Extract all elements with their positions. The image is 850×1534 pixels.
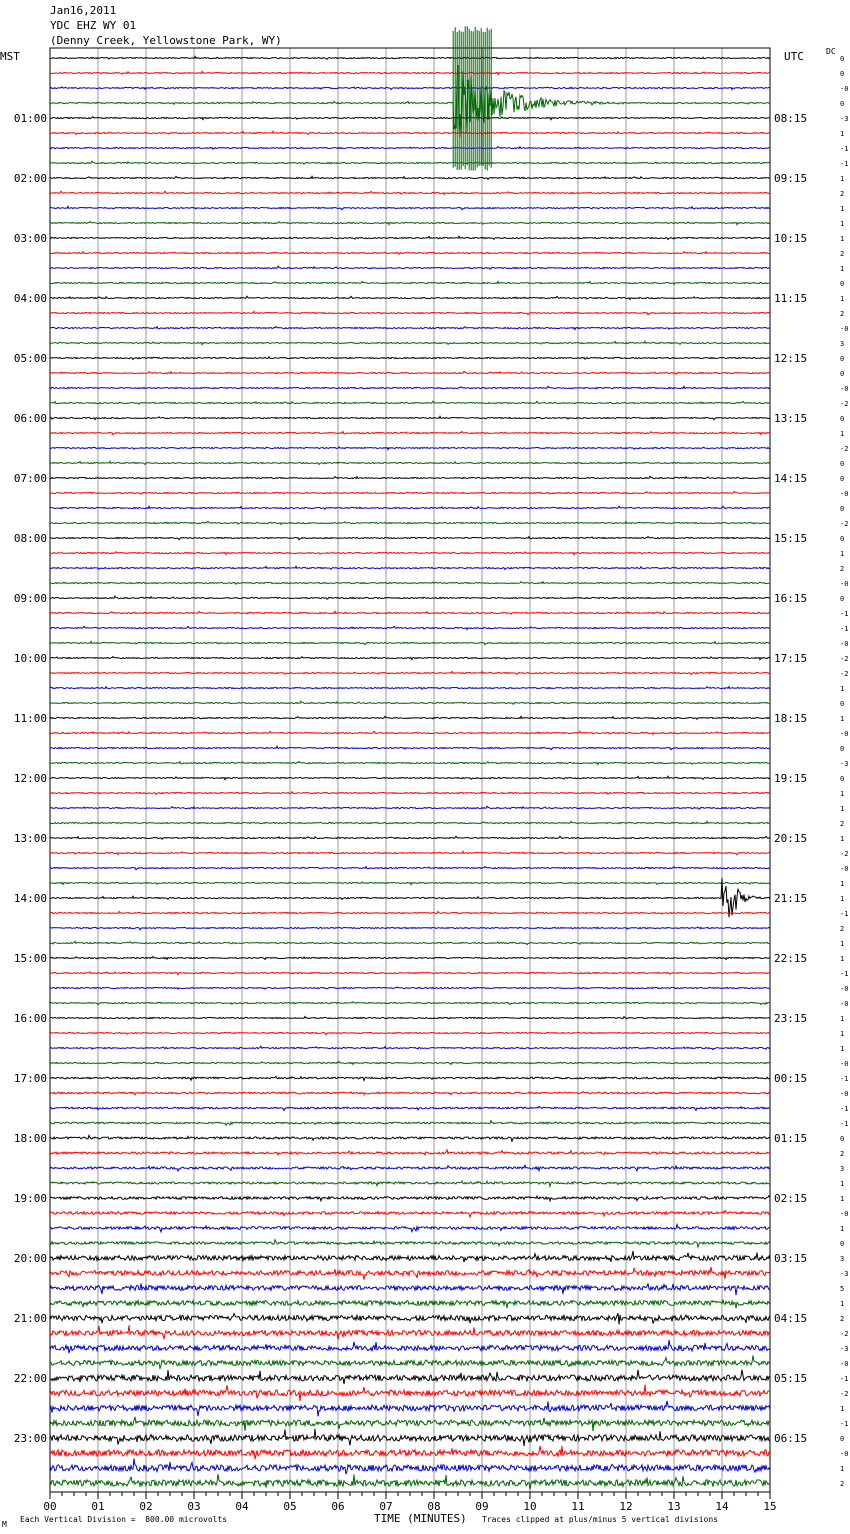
- dc-offset-label: -3: [840, 115, 849, 123]
- utc-hour-label: 19:15: [774, 772, 808, 785]
- dc-offset-label: -1: [840, 1075, 849, 1083]
- trace-row-10: [50, 206, 770, 209]
- dc-offset-label: -3: [840, 1345, 849, 1353]
- x-tick-label: 04: [235, 1500, 249, 1513]
- trace-row-60: [50, 957, 770, 960]
- trace-row-16: [50, 296, 770, 299]
- utc-hour-label: 16:15: [774, 592, 808, 605]
- trace-row-84: [50, 1313, 770, 1324]
- dc-offset-label: 1: [840, 550, 845, 558]
- dc-offset-label: -1: [840, 1120, 849, 1128]
- trace-row-19: [50, 341, 770, 345]
- mst-hour-label: 08:00: [13, 532, 47, 545]
- x-tick-label: 12: [619, 1500, 633, 1513]
- dc-offset-label: -1: [840, 160, 849, 168]
- clip-note: Traces clipped at plus/minus 5 vertical divisions: [482, 1515, 719, 1524]
- dc-offset-label: -3: [840, 760, 849, 768]
- dc-offset-label: -0: [840, 1000, 849, 1008]
- dc-offset-label: 0: [840, 355, 845, 363]
- dc-offset-label: 2: [840, 1315, 845, 1323]
- trace-row-11: [50, 222, 770, 225]
- dc-offset-label: -2: [840, 1330, 849, 1338]
- utc-hour-label: 00:15: [774, 1072, 808, 1085]
- trace-row-12: [50, 236, 770, 239]
- dc-offset-label: 1: [840, 130, 845, 138]
- utc-hour-label: 10:15: [774, 232, 808, 245]
- trace-row-6: [50, 147, 770, 150]
- utc-hour-label: 08:15: [774, 112, 808, 125]
- dc-offset-label: 0: [840, 70, 845, 78]
- dc-offset-label: -0: [840, 640, 849, 648]
- trace-row-52: [50, 836, 770, 839]
- mst-hour-label: 21:00: [13, 1312, 47, 1325]
- trace-row-32: [50, 537, 770, 540]
- dc-offset-label: 1: [840, 715, 845, 723]
- trace-row-87: [50, 1355, 770, 1368]
- x-tick-label: 07: [379, 1500, 393, 1513]
- dc-offset-label: 2: [840, 250, 845, 258]
- mst-hour-label: 20:00: [13, 1252, 47, 1265]
- trace-row-13: [50, 252, 770, 255]
- dc-offset-label: 2: [840, 565, 845, 573]
- dc-offset-label: 1: [840, 1300, 845, 1308]
- dc-offset-label: 0: [840, 1435, 845, 1443]
- trace-row-70: [50, 1106, 770, 1110]
- trace-row-80: [50, 1251, 770, 1262]
- dc-offset-label: 2: [840, 190, 845, 198]
- dc-offset-label: -2: [840, 655, 849, 663]
- utc-hour-label: 12:15: [774, 352, 808, 365]
- trace-row-38: [50, 626, 770, 629]
- dc-offset-label: -0: [840, 730, 849, 738]
- dc-offset-label: -0: [840, 985, 849, 993]
- dc-offset-label: 1: [840, 835, 845, 843]
- mst-zone-label: MST: [0, 50, 20, 63]
- trace-row-28: [50, 476, 770, 479]
- trace-row-18: [50, 327, 770, 330]
- mst-hour-label: 14:00: [13, 892, 47, 905]
- dc-offset-label: 1: [840, 220, 845, 228]
- dc-offset-label: 3: [840, 1165, 845, 1173]
- dc-offset-label: -0: [840, 1450, 849, 1458]
- mst-hour-label: 13:00: [13, 832, 47, 845]
- trace-row-72: [50, 1135, 770, 1141]
- utc-hour-label: 06:15: [774, 1432, 808, 1445]
- trace-row-25: [50, 432, 770, 435]
- trace-row-67: [50, 1062, 770, 1065]
- trace-row-22: [50, 386, 770, 389]
- trace-row-29: [50, 491, 770, 494]
- dc-offset-label: 0: [840, 415, 845, 423]
- trace-row-33: [50, 552, 770, 555]
- trace-row-89: [50, 1385, 770, 1401]
- trace-row-61: [50, 972, 770, 975]
- utc-hour-label: 01:15: [774, 1132, 808, 1145]
- utc-hour-label: 09:15: [774, 172, 808, 185]
- trace-row-54: [50, 867, 770, 870]
- dc-offset-label: 0: [840, 55, 845, 63]
- utc-hour-label: 02:15: [774, 1192, 808, 1205]
- trace-row-9: [50, 191, 770, 194]
- trace-row-20: [50, 357, 770, 360]
- trace-row-57: [50, 911, 770, 914]
- mst-hour-label: 19:00: [13, 1192, 47, 1205]
- utc-hour-label: 05:15: [774, 1372, 808, 1385]
- utc-hour-label: 11:15: [774, 292, 808, 305]
- x-tick-label: 15: [763, 1500, 777, 1513]
- dc-offset-label: 1: [840, 685, 845, 693]
- dc-offset-label: 0: [840, 700, 845, 708]
- dc-offset-label: -1: [840, 625, 849, 633]
- dc-offset-label: -1: [840, 145, 849, 153]
- dc-offset-label: -0: [840, 1060, 849, 1068]
- dc-offset-label: -2: [840, 670, 849, 678]
- dc-offset-label: 1: [840, 895, 845, 903]
- x-tick-label: 05: [283, 1500, 297, 1513]
- trace-row-74: [50, 1165, 770, 1171]
- mst-hour-label: 03:00: [13, 232, 47, 245]
- trace-row-75: [50, 1181, 770, 1186]
- trace-row-53: [50, 851, 770, 854]
- trace-row-26: [50, 447, 770, 450]
- utc-zone-label: UTC: [784, 50, 804, 63]
- trace-row-66: [50, 1046, 770, 1050]
- trace-row-78: [50, 1224, 770, 1232]
- trace-row-82: [50, 1283, 770, 1295]
- x-tick-label: 08: [427, 1500, 441, 1513]
- trace-row-27: [50, 461, 770, 464]
- trace-row-17: [50, 311, 770, 314]
- trace-row-39: [50, 641, 770, 644]
- trace-row-92: [50, 1429, 770, 1446]
- dc-offset-label: -2: [840, 400, 849, 408]
- dc-offset-label: -1: [840, 970, 849, 978]
- dc-offset-label: 0: [840, 1135, 845, 1143]
- trace-row-44: [50, 716, 770, 719]
- dc-offset-label: -3: [840, 1270, 849, 1278]
- trace-row-14: [50, 266, 770, 269]
- dc-offset-label: 1: [840, 790, 845, 798]
- station-label: YDC EHZ WY 01: [50, 19, 137, 32]
- x-tick-label: 09: [475, 1500, 489, 1513]
- trace-row-68: [50, 1076, 770, 1080]
- trace-row-81: [50, 1267, 770, 1280]
- trace-row-8: [50, 176, 770, 179]
- dc-offset-label: 1: [840, 235, 845, 243]
- trace-row-79: [50, 1240, 770, 1247]
- trace-row-40: [50, 657, 770, 660]
- dc-offset-label: -2: [840, 520, 849, 528]
- mst-hour-label: 07:00: [13, 472, 47, 485]
- date-label: Jan16,2011: [50, 4, 117, 17]
- trace-row-90: [50, 1401, 770, 1417]
- dc-offset-label: -0: [840, 490, 849, 498]
- utc-hour-label: 23:15: [774, 1012, 808, 1025]
- trace-row-3: [50, 65, 770, 138]
- mst-hour-label: 06:00: [13, 412, 47, 425]
- dc-offset-label: 1: [840, 1045, 845, 1053]
- dc-offset-label: 1: [840, 1195, 845, 1203]
- dc-offset-label: 0: [840, 475, 845, 483]
- mst-hour-label: 10:00: [13, 652, 47, 665]
- trace-row-88: [50, 1370, 770, 1384]
- dc-offset-label: 0: [840, 745, 845, 753]
- x-tick-label: 10: [523, 1500, 537, 1513]
- x-tick-label: 13: [667, 1500, 681, 1513]
- dc-offset-label: -1: [840, 1105, 849, 1113]
- utc-hour-label: 17:15: [774, 652, 808, 665]
- mst-hour-label: 15:00: [13, 952, 47, 965]
- mst-hour-label: 01:00: [13, 112, 47, 125]
- trace-row-2: [50, 87, 770, 90]
- x-tick-label: 11: [571, 1500, 585, 1513]
- dc-offset-label: -1: [840, 1375, 849, 1383]
- trace-row-45: [50, 731, 770, 734]
- dc-offset-label: 5: [840, 1285, 845, 1293]
- dc-offset-label: 1: [840, 805, 845, 813]
- trace-row-37: [50, 611, 770, 614]
- dc-offset-label: 0: [840, 100, 845, 108]
- utc-hour-label: 03:15: [774, 1252, 808, 1265]
- dc-offset-label: -1: [840, 610, 849, 618]
- dc-offset-label: 1: [840, 175, 845, 183]
- dc-offset-label: 1: [840, 205, 845, 213]
- dc-offset-label: -2: [840, 1390, 849, 1398]
- trace-row-58: [50, 927, 770, 930]
- trace-row-86: [50, 1340, 770, 1353]
- trace-row-5: [50, 131, 770, 134]
- trace-row-43: [50, 701, 770, 704]
- dc-offset-label: 0: [840, 595, 845, 603]
- dc-offset-label: 1: [840, 1015, 845, 1023]
- trace-row-1: [50, 71, 770, 74]
- dc-offset-label: -0: [840, 1090, 849, 1098]
- dc-offset-label: 0: [840, 460, 845, 468]
- mst-hour-label: 18:00: [13, 1132, 47, 1145]
- x-tick-label: 01: [91, 1500, 105, 1513]
- trace-row-59: [50, 941, 770, 945]
- trace-row-46: [50, 746, 770, 749]
- dc-offset-label: 3: [840, 340, 845, 348]
- dc-offset-label: 1: [840, 1180, 845, 1188]
- trace-row-7: [50, 161, 770, 164]
- utc-hour-label: 14:15: [774, 472, 808, 485]
- dc-offset-label: -0: [840, 1210, 849, 1218]
- location-label: (Denny Creek, Yellowstone Park, WY): [50, 34, 282, 47]
- dc-offset-label: 3: [840, 1255, 845, 1263]
- dc-offset-label: 1: [840, 295, 845, 303]
- dc-offset-label: 2: [840, 310, 845, 318]
- dc-offset-label: 2: [840, 820, 845, 828]
- trace-row-77: [50, 1210, 770, 1217]
- dc-offset-label: -0: [840, 580, 849, 588]
- trace-row-69: [50, 1092, 770, 1095]
- trace-row-41: [50, 671, 770, 674]
- dc-offset-label: -1: [840, 1420, 849, 1428]
- trace-row-30: [50, 506, 770, 509]
- dc-offset-label: -0: [840, 85, 849, 93]
- trace-row-42: [50, 687, 770, 690]
- dc-offset-label: 2: [840, 1480, 845, 1488]
- dc-offset-label: 0: [840, 370, 845, 378]
- x-tick-label: 14: [715, 1500, 729, 1513]
- dc-offset-label: 0: [840, 775, 845, 783]
- dc-offset-label: 1: [840, 880, 845, 888]
- trace-row-73: [50, 1150, 770, 1155]
- trace-row-34: [50, 566, 770, 569]
- mst-hour-label: 04:00: [13, 292, 47, 305]
- trace-row-63: [50, 1002, 770, 1005]
- dc-offset-label: -1: [840, 910, 849, 918]
- mst-hour-label: 12:00: [13, 772, 47, 785]
- utc-hour-label: 04:15: [774, 1312, 808, 1325]
- dc-offset-label: -0: [840, 865, 849, 873]
- dc-offset-label: 0: [840, 505, 845, 513]
- trace-row-83: [50, 1300, 770, 1309]
- dc-offset-label: 0: [840, 535, 845, 543]
- x-axis-label: TIME (MINUTES): [374, 1512, 467, 1525]
- trace-row-94: [50, 1459, 770, 1475]
- trace-row-65: [50, 1032, 770, 1034]
- dc-offset-label: 2: [840, 925, 845, 933]
- utc-hour-label: 15:15: [774, 532, 808, 545]
- trace-row-36: [50, 596, 770, 599]
- mst-hour-label: 23:00: [13, 1432, 47, 1445]
- trace-row-35: [50, 582, 770, 585]
- trace-row-55: [50, 882, 770, 885]
- trace-row-51: [50, 821, 770, 824]
- trace-row-31: [50, 521, 770, 524]
- dc-label: DC: [826, 47, 836, 56]
- mst-hour-label: 17:00: [13, 1072, 47, 1085]
- dc-offset-label: 1: [840, 940, 845, 948]
- trace-row-47: [50, 762, 770, 765]
- mst-hour-label: 05:00: [13, 352, 47, 365]
- x-tick-label: 06: [331, 1500, 345, 1513]
- utc-hour-label: 22:15: [774, 952, 808, 965]
- dc-offset-label: 0: [840, 280, 845, 288]
- x-tick-label: 03: [187, 1500, 201, 1513]
- scale-note: Each Vertical Division = 800.00 microvolts: [20, 1515, 228, 1524]
- x-tick-label: 00: [43, 1500, 57, 1513]
- trace-row-49: [50, 792, 770, 795]
- dc-offset-label: 1: [840, 430, 845, 438]
- dc-offset-label: -0: [840, 385, 849, 393]
- utc-hour-label: 20:15: [774, 832, 808, 845]
- trace-row-24: [50, 416, 770, 419]
- dc-offset-label: 1: [840, 1465, 845, 1473]
- mst-hour-label: 22:00: [13, 1372, 47, 1385]
- mst-hour-label: 16:00: [13, 1012, 47, 1025]
- mst-hour-label: 09:00: [13, 592, 47, 605]
- dc-offset-label: 1: [840, 1030, 845, 1038]
- dc-offset-label: 0: [840, 1240, 845, 1248]
- dc-offset-label: 1: [840, 955, 845, 963]
- utc-hour-label: 13:15: [774, 412, 808, 425]
- utc-hour-label: 21:15: [774, 892, 808, 905]
- dc-offset-label: -2: [840, 850, 849, 858]
- dc-offset-label: -0: [840, 1360, 849, 1368]
- trace-row-21: [50, 371, 770, 374]
- trace-row-50: [50, 806, 770, 809]
- mst-hour-label: 11:00: [13, 712, 47, 725]
- trace-row-93: [50, 1446, 770, 1459]
- dc-offset-label: 1: [840, 265, 845, 273]
- dc-offset-label: 1: [840, 1405, 845, 1413]
- trace-row-4: [50, 117, 770, 120]
- x-tick-label: 02: [139, 1500, 153, 1513]
- trace-row-0: [50, 56, 770, 59]
- trace-row-48: [50, 776, 770, 780]
- trace-row-76: [50, 1196, 770, 1201]
- dc-offset-label: 2: [840, 1150, 845, 1158]
- trace-row-23: [50, 401, 770, 404]
- dc-offset-label: -0: [840, 325, 849, 333]
- trace-row-85: [50, 1325, 770, 1340]
- dc-offset-label: 1: [840, 1225, 845, 1233]
- trace-row-71: [50, 1121, 770, 1126]
- utc-hour-label: 18:15: [774, 712, 808, 725]
- trace-row-95: [50, 1474, 770, 1490]
- dc-offset-label: -2: [840, 445, 849, 453]
- trace-row-62: [50, 987, 770, 989]
- trace-row-64: [50, 1016, 770, 1019]
- trace-row-91: [50, 1417, 770, 1432]
- trace-row-15: [50, 281, 770, 284]
- mst-hour-label: 02:00: [13, 172, 47, 185]
- corner-mark: M: [2, 1520, 7, 1529]
